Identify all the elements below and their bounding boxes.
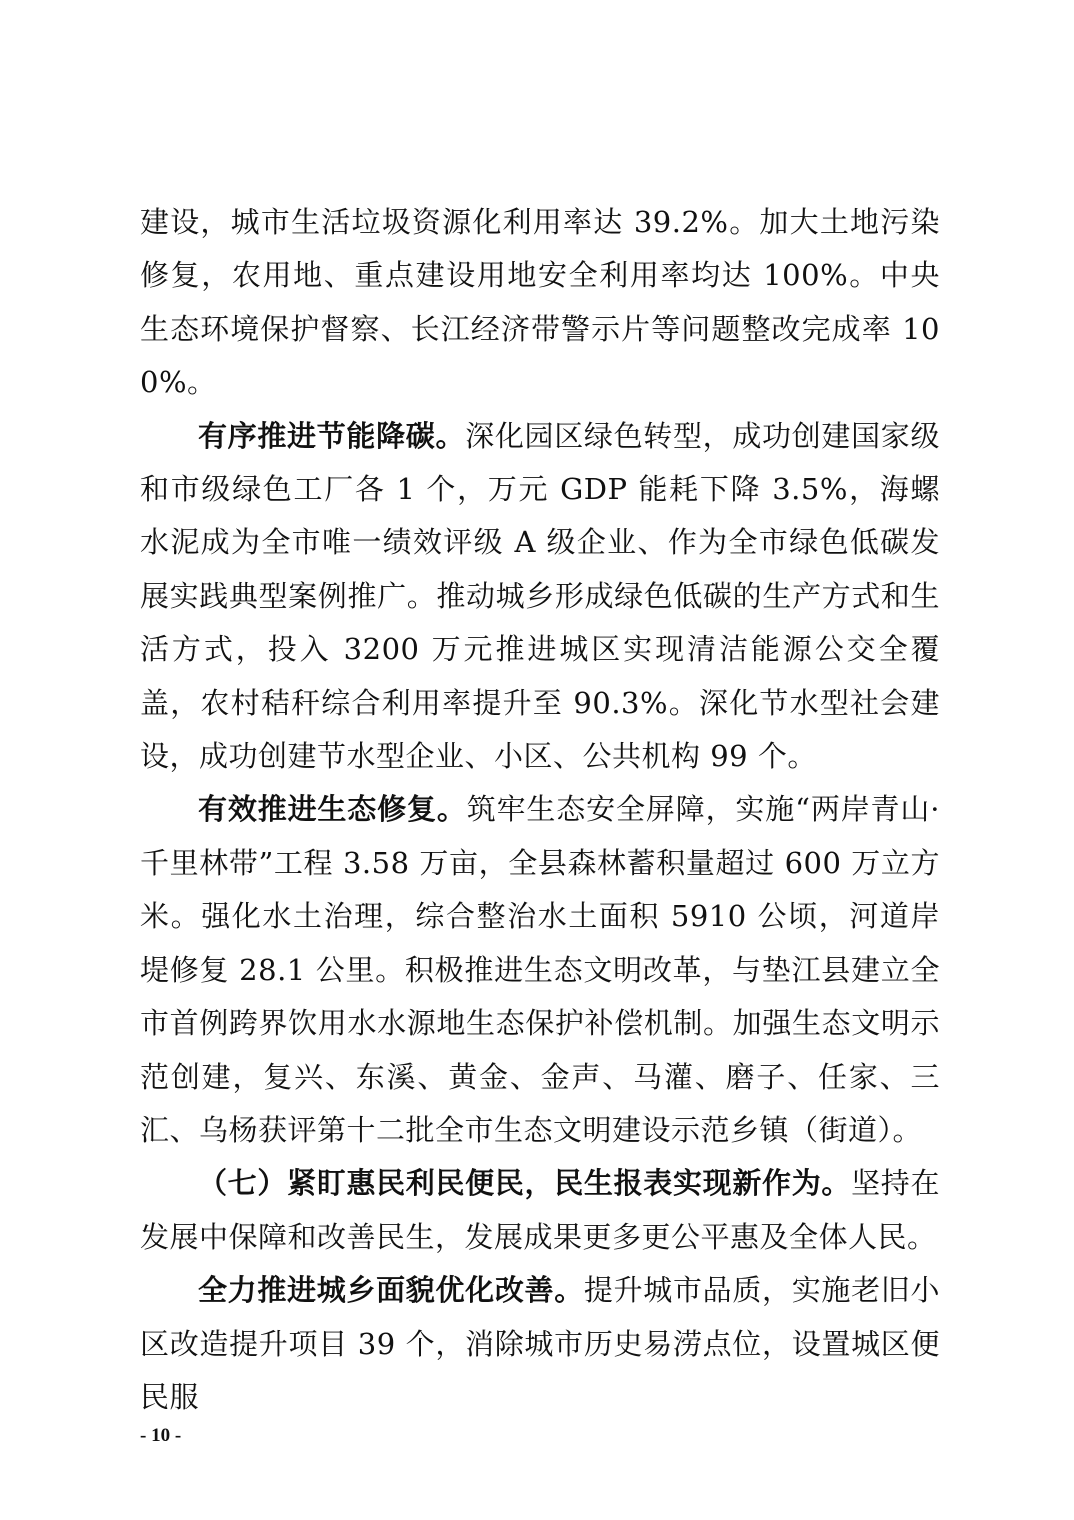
paragraph-text: 筑牢生态安全屏障，实施“两岸青山·千里林带”工程 3.58 万亩，全县森林蓄积量超过 600 万立方米。强化水土治理，综合整治水土面积 5910 公顷，河道岸堤修复 28.1 公里。积极推进生态文明改革，与垫江县建立全市首例跨界饮用水水源地生态保护补偿机制。加强生态文明示范创建，复兴、东溪、黄金、金声、马灌、磨子、任家、三汇、乌杨获评第十二批全市生态文明建设示范乡镇（街道）。 <box>140 792 940 1147</box>
paragraph-lead: （七）紧盯惠民利民便民，民生报表实现新作为。 <box>198 1166 852 1201</box>
paragraph-ecological-restoration <box>140 783 940 1157</box>
paragraph-text: 坚持在发展中保障和改善民生，发展成果更多更公平惠及全体人民。 <box>140 1166 940 1254</box>
paragraph-text: 建设，城市生活垃圾资源化利用率达 39.2%。加大土地污染修复，农用地、重点建设用地安全利用率均达 100%。中央生态环境保护督察、长江经济带警示片等问题整改完成率 100%。 <box>140 205 940 400</box>
paragraph-urban-rural <box>140 1264 940 1424</box>
paragraph-energy-saving <box>140 410 940 784</box>
paragraph-continued <box>140 196 940 410</box>
section-heading-seven <box>140 1157 940 1264</box>
page-number: - 10 - <box>140 1425 182 1446</box>
paragraph-lead: 有效推进生态修复。 <box>198 792 467 827</box>
paragraph-lead: 全力推进城乡面貌优化改善。 <box>198 1273 584 1308</box>
paragraph-text: 提升城市品质，实施老旧小区改造提升项目 39 个，消除城市历史易涝点位，设置城区便民服 <box>140 1273 940 1414</box>
paragraph-text: 深化园区绿色转型，成功创建国家级和市级绿色工厂各 1 个，万元 GDP 能耗下降 3.5%，海螺水泥成为全市唯一绩效评级 A 级企业、作为全市绿色低碳发展实践典型案例推广。推动城乡形成绿色低碳的生产方式和生活方式，投入 3200 万元推进城区实现清洁能源公交全覆盖，农村秸秆综合利用率提升至 90.3%。深化节水型社会建设，成功创建节水型企业、小区、公共机构 99 个。 <box>140 418 940 774</box>
document-body <box>140 196 940 1424</box>
paragraph-lead: 有序推进节能降碳。 <box>198 418 466 453</box>
